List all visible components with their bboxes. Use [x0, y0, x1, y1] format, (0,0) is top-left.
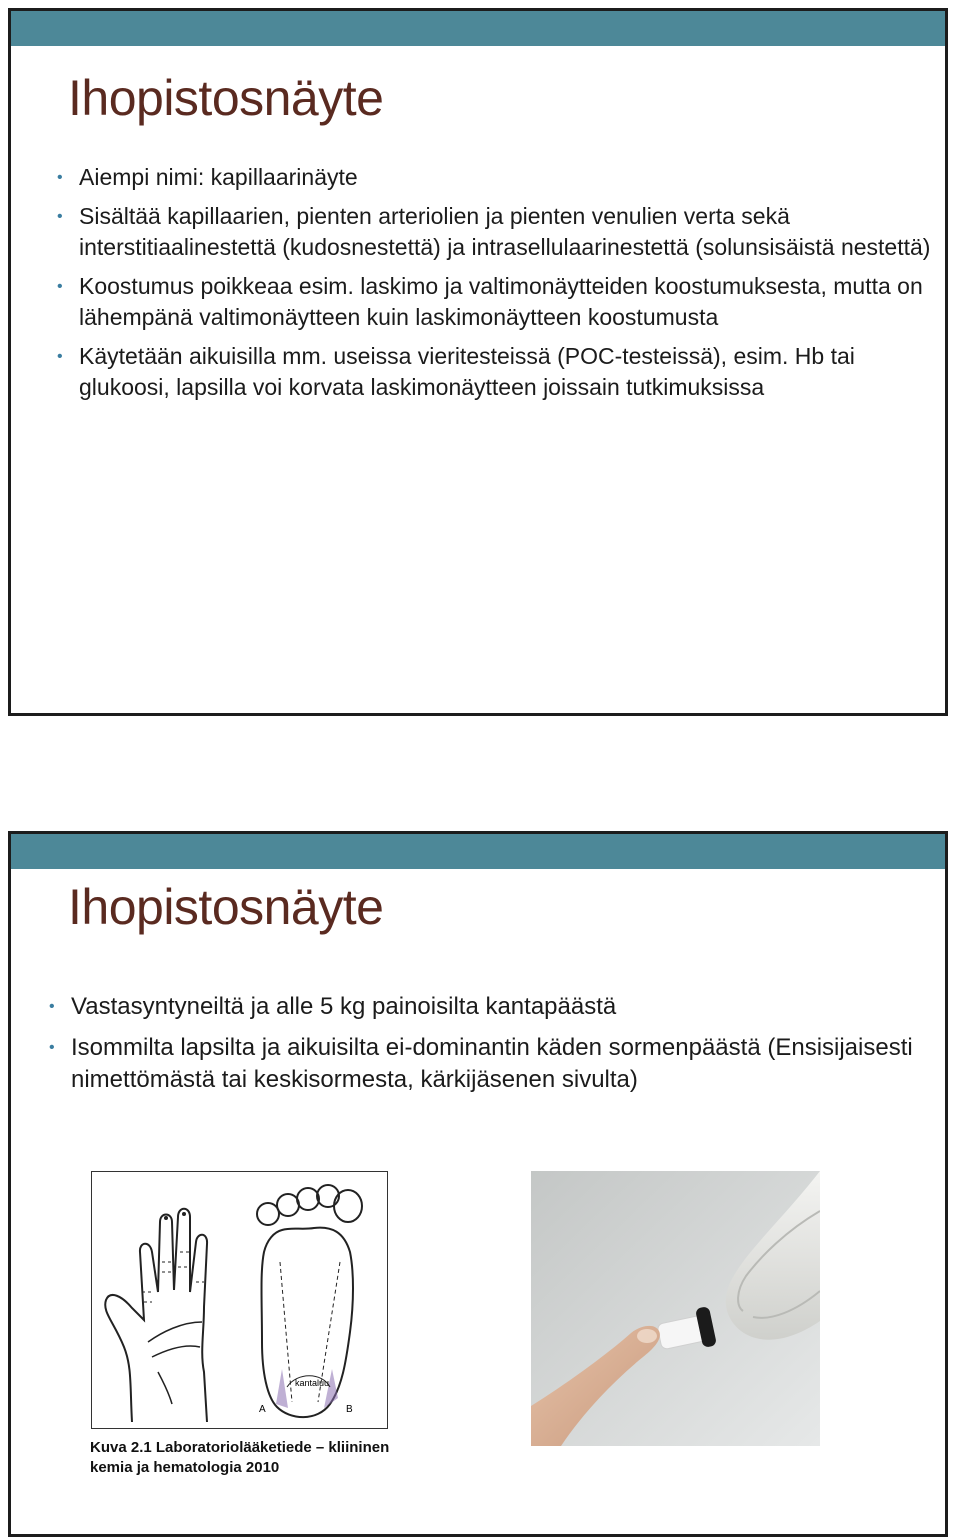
- figure-label-a: A: [259, 1404, 266, 1415]
- figure-label-b: B: [346, 1404, 353, 1415]
- list-item: [49, 1032, 931, 1096]
- bullet-text: Aiempi nimi: kapillaarinäyte: [79, 164, 358, 190]
- slide-2: [8, 831, 948, 1537]
- bullet-icon: •: [49, 1039, 55, 1056]
- bullet-icon: •: [57, 208, 63, 225]
- bullet-text: Koostumus poikkeaa esim. laskimo ja valtimonäytteiden koostumuksesta, mutta on lähempänä valtimonäytteen kuin laskimonäytteen koostumusta: [79, 273, 923, 330]
- bullet-icon: •: [57, 348, 63, 365]
- bullet-icon: •: [49, 998, 55, 1015]
- finger-prick-photo: [531, 1171, 820, 1446]
- hand-foot-illustration: [91, 1171, 388, 1429]
- list-item: [57, 271, 939, 333]
- hand-foot-drawing: [92, 1172, 387, 1428]
- list-item: [49, 991, 931, 1023]
- bullet-text: Isommilta lapsilta ja aikuisilta ei-dominantin käden sormenpäästä (Ensisijaisesti nimettömästä tai keskisormesta, kärkijäsenen sivulta): [71, 1034, 913, 1093]
- finger-prick-drawing: [531, 1171, 820, 1446]
- bullet-list: [57, 162, 939, 411]
- hand-icon: [105, 1209, 207, 1422]
- bullet-list: [49, 991, 931, 1105]
- figure-caption: Kuva 2.1 Laboratoriolääketiede – kliininen kemia ja hematologia 2010: [90, 1439, 390, 1476]
- slide-title: Ihopistosnäyte: [68, 70, 384, 126]
- bullet-text: Vastasyntyneiltä ja alle 5 kg painoisilta kantapäästä: [71, 993, 617, 1020]
- bullet-text: Käytetään aikuisilla mm. useissa vieritesteissä (POC-testeissä), esim. Hb tai glukoosi, lapsilla voi korvata laskimonäytteen joissain tutkimuksissa: [79, 343, 855, 400]
- bullet-icon: •: [57, 169, 63, 186]
- bullet-icon: •: [57, 278, 63, 295]
- list-item: [57, 341, 939, 403]
- list-item: [57, 201, 939, 263]
- list-item: [57, 162, 939, 193]
- bullet-text: Sisältää kapillaarien, pienten arteriolien ja pienten venulien verta sekä interstitiaalinestettä (kudosnestettä) ja intrasellulaarinestettä (solunsisäistä nestettä): [79, 203, 931, 260]
- slide-header-bar: [11, 834, 945, 869]
- figure-label-heel: kantaluu: [295, 1378, 330, 1388]
- slide-1: [8, 8, 948, 716]
- slide-title: Ihopistosnäyte: [68, 879, 384, 935]
- slide-header-bar: [11, 11, 945, 46]
